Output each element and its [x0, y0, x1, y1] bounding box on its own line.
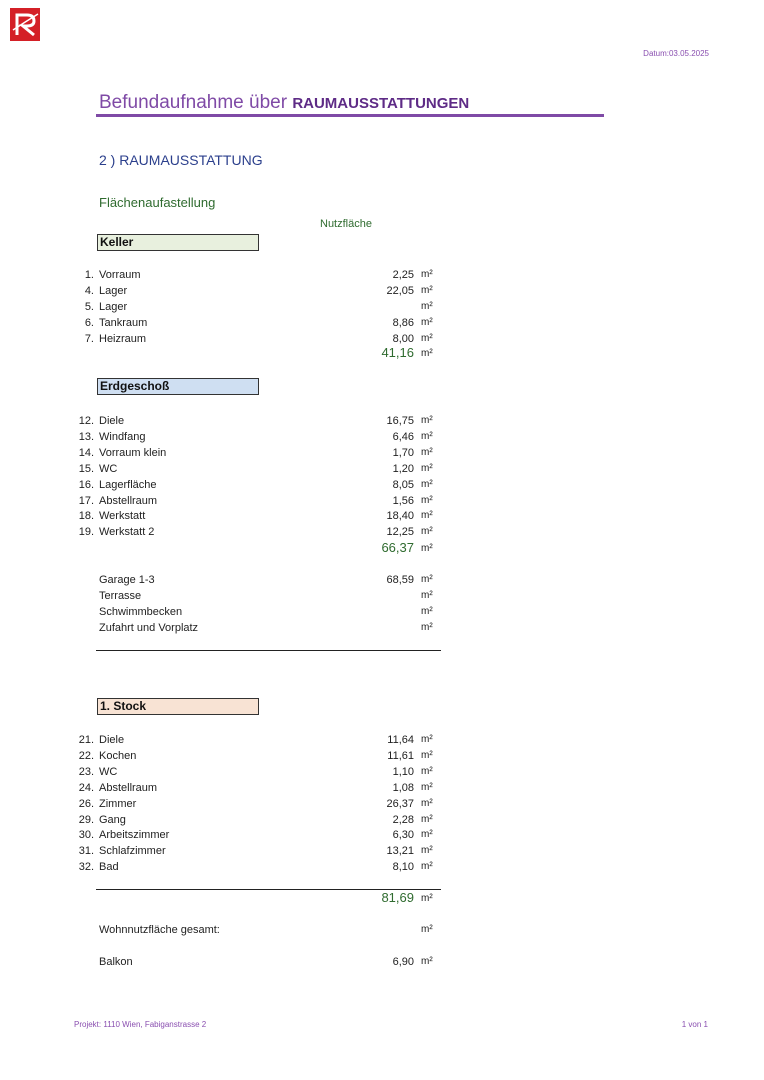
erdgeschoss-total: 66,37 — [381, 540, 414, 555]
row-label: Wohnnutzfläche gesamt: — [99, 924, 220, 936]
row-unit: m² — [421, 861, 433, 873]
page-title — [99, 92, 469, 114]
row-value: 1,56 — [392, 494, 414, 507]
footer-page-number: 1 von 1 — [681, 1020, 708, 1029]
table-row — [0, 283, 450, 299]
row-value: 8,00 — [392, 332, 414, 345]
row-unit: m² — [421, 415, 433, 426]
summary-row-wohnnutzflaeche — [0, 922, 450, 938]
row-value: 8,86 — [392, 316, 414, 329]
row-number: 30. — [78, 829, 94, 842]
group-header-keller: Keller — [97, 234, 259, 251]
table-row — [0, 572, 450, 588]
row-label: Vorraum — [99, 269, 141, 281]
row-unit: m² — [421, 316, 433, 328]
row-label: Abstellraum — [99, 494, 158, 507]
row-value: 12,25 — [386, 526, 414, 539]
row-number: 29. — [78, 813, 94, 826]
row-label: Arbeitszimmer — [99, 829, 170, 842]
company-logo-icon — [10, 8, 40, 41]
row-label: Tankraum — [99, 316, 148, 329]
row-unit: m² — [421, 430, 433, 442]
row-value: 22,05 — [386, 284, 414, 297]
table-row — [0, 493, 450, 509]
row-number: 21. — [78, 734, 94, 746]
row-number: 23. — [78, 765, 94, 778]
row-unit: m² — [421, 924, 433, 935]
row-unit: m² — [421, 478, 433, 490]
row-value: 8,05 — [392, 478, 414, 491]
table-row — [0, 461, 450, 477]
footer-project: Projekt: 1110 Wien, Fabiganstrasse 2 — [74, 1020, 207, 1029]
row-label: Vorraum klein — [99, 446, 167, 459]
date-label: Datum:03.05.2025 — [643, 49, 709, 58]
column-header-nutzflaeche: Nutzfläche — [320, 218, 372, 230]
row-value: 11,61 — [387, 749, 414, 762]
row-unit: m² — [421, 765, 433, 777]
row-label: Schwimmbecken — [99, 605, 183, 618]
group-header-erdgeschoss: Erdgeschoß — [97, 378, 259, 395]
row-unit: m² — [421, 829, 433, 841]
row-unit: m² — [421, 446, 433, 458]
table-row — [0, 780, 450, 796]
row-number: 14. — [78, 446, 94, 459]
row-number: 1. — [84, 269, 94, 281]
row-label: Bad — [99, 861, 119, 874]
row-value: 18,40 — [386, 510, 414, 523]
row-value: 68,59 — [386, 574, 414, 586]
row-number: 4. — [84, 284, 94, 297]
row-label: Zimmer — [99, 797, 137, 810]
table-row — [0, 620, 450, 636]
row-label: Terrasse — [99, 589, 142, 602]
row-label: Schlafzimmer — [99, 845, 166, 858]
row-number: 17. — [78, 494, 94, 507]
table-row — [0, 812, 450, 828]
summary-row-balkon — [0, 954, 450, 970]
row-label: Balkon — [99, 956, 133, 968]
group-header-1-stock: 1. Stock — [97, 698, 259, 715]
row-label: Lager — [99, 284, 128, 297]
row-number: 6. — [84, 316, 94, 329]
row-label: Werkstatt 2 — [99, 526, 155, 539]
table-row — [0, 827, 450, 843]
title-underline — [96, 114, 604, 117]
table-row — [0, 267, 450, 283]
row-label: Diele — [99, 734, 125, 746]
table-row — [0, 588, 450, 604]
table-row — [0, 859, 450, 875]
section-title: 2 ) RAUMAUSSTATTUNG — [99, 152, 263, 168]
row-number: 26. — [78, 797, 94, 810]
row-label: Zufahrt und Vorplatz — [99, 621, 199, 634]
stock1-total-unit: m² — [421, 893, 433, 904]
row-value: 26,37 — [386, 797, 414, 810]
row-unit: m² — [421, 494, 433, 506]
table-row — [0, 508, 450, 524]
row-value: 6,90 — [392, 956, 414, 968]
stock1-total: 81,69 — [381, 890, 414, 905]
row-value: 16,75 — [386, 415, 414, 427]
table-row — [0, 843, 450, 859]
row-label: Lager — [99, 300, 128, 313]
row-number: 22. — [78, 749, 94, 762]
row-unit: m² — [421, 845, 433, 857]
row-label: Garage 1-3 — [99, 574, 155, 586]
table-row — [0, 429, 450, 445]
row-number: 13. — [78, 430, 94, 443]
table-row — [0, 315, 450, 331]
row-label: Werkstatt — [99, 510, 146, 523]
row-value: 1,10 — [392, 765, 414, 778]
row-unit: m² — [421, 510, 433, 522]
row-value: 1,08 — [392, 781, 414, 794]
row-value: 1,70 — [392, 446, 414, 459]
divider — [96, 650, 441, 651]
row-unit: m² — [421, 269, 433, 280]
row-value: 6,46 — [392, 430, 414, 443]
row-number: 31. — [78, 845, 94, 858]
row-number: 7. — [84, 332, 94, 345]
row-value: 1,20 — [392, 462, 414, 475]
table-row — [0, 524, 450, 540]
row-value: 6,30 — [392, 829, 414, 842]
title-emphasis: RAUMAUSSTATTUNGEN — [292, 95, 470, 112]
row-unit: m² — [421, 589, 433, 601]
table-row — [0, 796, 450, 812]
row-number: 32. — [78, 861, 94, 874]
title-prefix: Befundaufnahme über — [99, 92, 293, 113]
table-row — [0, 299, 450, 315]
row-unit: m² — [421, 300, 433, 312]
row-value: 2,28 — [392, 813, 414, 826]
row-label: WC — [99, 462, 118, 475]
row-unit: m² — [421, 462, 433, 474]
row-unit: m² — [421, 332, 433, 344]
keller-total: 41,16 — [381, 345, 414, 360]
row-unit: m² — [421, 284, 433, 296]
row-unit: m² — [421, 956, 433, 967]
row-number: 12. — [78, 415, 94, 427]
erdgeschoss-total-unit: m² — [421, 543, 433, 554]
table-row — [0, 764, 450, 780]
row-unit: m² — [421, 734, 433, 745]
row-number: 24. — [78, 781, 94, 794]
row-label: Windfang — [99, 430, 146, 443]
row-value: 8,10 — [392, 861, 414, 874]
row-label: Heizraum — [99, 332, 147, 345]
row-number: 15. — [78, 462, 94, 475]
table-row — [0, 477, 450, 493]
row-unit: m² — [421, 605, 433, 617]
keller-total-unit: m² — [421, 348, 433, 359]
row-number: 18. — [78, 510, 94, 523]
row-label: Lagerfläche — [99, 478, 157, 491]
table-row — [0, 732, 450, 748]
row-unit: m² — [421, 749, 433, 761]
row-unit: m² — [421, 813, 433, 825]
subsection-title: Flächenaufastellung — [99, 195, 216, 210]
row-number: 19. — [78, 526, 94, 539]
table-row — [0, 604, 450, 620]
table-row — [0, 445, 450, 461]
row-label: Kochen — [99, 749, 137, 762]
row-value: 11,64 — [387, 734, 414, 746]
row-label: Diele — [99, 415, 125, 427]
row-unit: m² — [421, 797, 433, 809]
row-label: Abstellraum — [99, 781, 158, 794]
table-row — [0, 413, 450, 429]
row-value: 13,21 — [386, 845, 414, 858]
row-number: 5. — [84, 300, 94, 313]
row-label: WC — [99, 765, 118, 778]
row-unit: m² — [421, 621, 433, 633]
row-label: Gang — [99, 813, 126, 826]
row-unit: m² — [421, 574, 433, 585]
row-value: 2,25 — [392, 269, 414, 281]
row-number: 16. — [78, 478, 94, 491]
row-unit: m² — [421, 526, 433, 538]
table-row — [0, 748, 450, 764]
row-unit: m² — [421, 781, 433, 793]
